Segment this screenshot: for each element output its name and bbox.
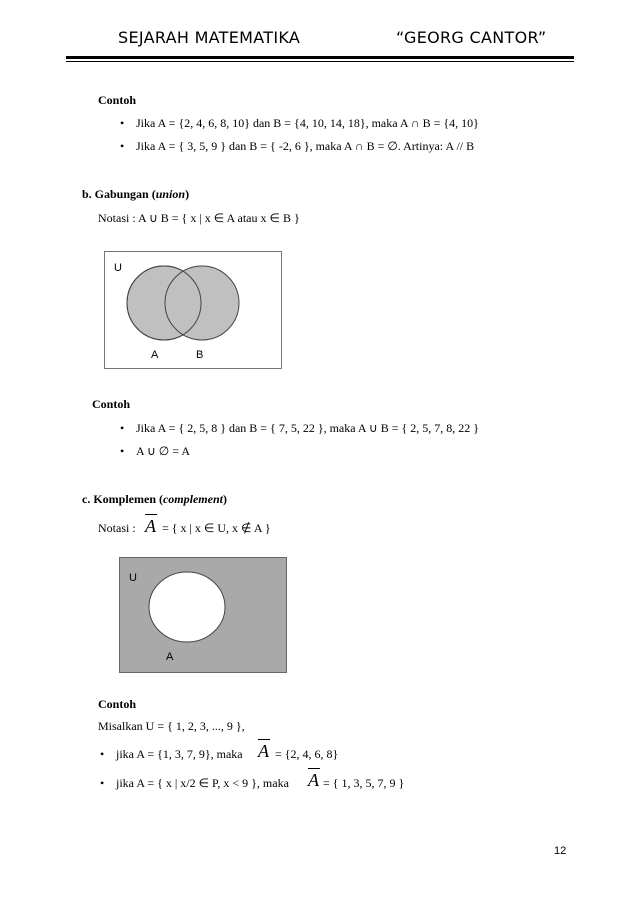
bullet-icon: • xyxy=(120,421,125,435)
intersection-example-2: Jika A = { 3, 5, 9 } dan B = { -2, 6 }, maka A ∩ B = ∅. Artinya: A // B xyxy=(136,139,475,153)
complement-symbol: A xyxy=(258,741,269,761)
complement-intro: Misalkan U = { 1, 2, 3, ..., 9 }, xyxy=(98,719,245,733)
complement-symbol: A xyxy=(145,516,156,536)
complement-example-2-lead: jika A = { x | x/2 ∈ P, x < 9 }, maka xyxy=(116,776,289,790)
complement-example-1-result: = {2, 4, 6, 8} xyxy=(275,747,339,761)
set-a-circle xyxy=(149,572,225,642)
bullet-icon: • xyxy=(120,139,125,153)
set-b-circle xyxy=(165,266,239,340)
bullet-icon: • xyxy=(120,444,125,458)
set-b-label: B xyxy=(196,349,204,361)
bullet-icon: • xyxy=(120,116,125,130)
universe-label: U xyxy=(129,572,137,584)
complement-overline xyxy=(308,768,320,769)
intersection-example-1: Jika A = {2, 4, 6, 8, 10} dan B = {4, 10, 14, 18}, maka A ∩ B = {4, 10} xyxy=(136,116,479,130)
universe-label: U xyxy=(114,262,122,274)
intersection-example-title: Contoh xyxy=(98,93,137,107)
union-heading: b. Gabungan (union) xyxy=(82,187,190,201)
page-number: 12 xyxy=(554,845,567,857)
union-notation: Notasi : A ∪ B = { x | x ∈ A atau x ∈ B } xyxy=(98,211,300,225)
complement-overline xyxy=(258,739,270,740)
bullet-icon: • xyxy=(100,776,105,790)
complement-overline xyxy=(145,514,157,515)
complement-symbol: A xyxy=(308,770,319,790)
complement-notation: = { x | x ∈ U, x ∉ A } xyxy=(162,521,271,535)
header-rule-thick xyxy=(66,56,574,59)
set-a-label: A xyxy=(151,349,159,361)
complement-heading: c. Komplemen (complement) xyxy=(82,492,227,506)
bullet-icon: • xyxy=(100,747,105,761)
union-example-1: Jika A = { 2, 5, 8 } dan B = { 7, 5, 22 }, maka A ∪ B = { 2, 5, 7, 8, 22 } xyxy=(136,421,479,435)
header-title: SEJARAH MATEMATIKA xyxy=(118,28,301,47)
union-example-title: Contoh xyxy=(92,397,131,411)
set-a-label: A xyxy=(166,651,174,663)
complement-example-1-lead: jika A = {1, 3, 7, 9}, maka xyxy=(116,747,243,761)
header-rule-thin xyxy=(66,61,574,62)
header-subtitle: “GEORG CANTOR” xyxy=(396,28,547,47)
complement-notation-prefix: Notasi : xyxy=(98,521,136,535)
complement-example-title: Contoh xyxy=(98,697,137,711)
union-venn-diagram xyxy=(104,251,282,369)
complement-example-2-result: = { 1, 3, 5, 7, 9 } xyxy=(323,776,405,790)
complement-venn-diagram xyxy=(119,557,287,673)
union-example-2: A ∪ ∅ = A xyxy=(136,444,191,458)
